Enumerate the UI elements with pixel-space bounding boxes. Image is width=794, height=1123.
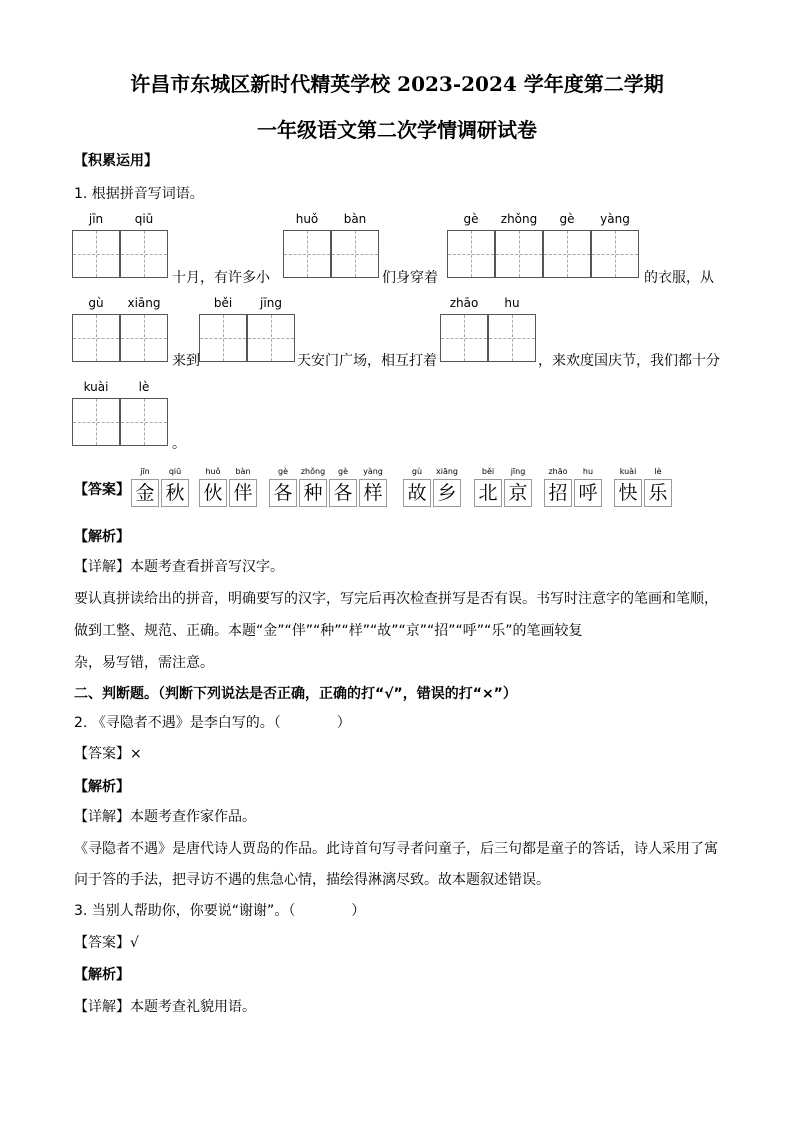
pinyin-label: jīng <box>260 296 282 310</box>
writing-box[interactable] <box>331 230 379 278</box>
answer-char: 京 <box>504 479 532 507</box>
explanation-line: 问于答的手法，把寻访不遇的焦急心情，描绘得淋漓尽致。故本题叙述错误。 <box>74 872 550 888</box>
answer-grid <box>131 467 681 513</box>
answer-char: 伴 <box>229 479 257 507</box>
answer-pinyin: jīng <box>510 467 526 476</box>
writing-box[interactable] <box>120 230 168 278</box>
answer-char: 快 <box>614 479 642 507</box>
answer-char: 各 <box>329 479 357 507</box>
answer-char: 北 <box>474 479 502 507</box>
question-1-stem: 1. 根据拼音写词语。 <box>74 186 204 202</box>
grid-group-gezhonggeyang <box>447 212 643 282</box>
answer-pinyin: yàng <box>363 467 383 476</box>
answer-char: 故 <box>403 479 431 507</box>
pinyin-label: zhāo <box>449 296 479 310</box>
pinyin-label: xiāng <box>127 296 161 310</box>
grid-group-zhaohu <box>440 296 540 366</box>
sentence-text: 们身穿着 <box>382 270 438 286</box>
pinyin-label: běi <box>213 296 233 310</box>
writing-box[interactable] <box>72 398 120 446</box>
answer-pinyin: kuài <box>619 467 637 476</box>
writing-box[interactable] <box>283 230 331 278</box>
question-3-answer: 【答案】√ <box>74 935 139 951</box>
answer-char: 各 <box>269 479 297 507</box>
grid-group-beijing <box>199 296 299 366</box>
answer-char: 伙 <box>199 479 227 507</box>
section-heading-judgement: 二、判断题。（判断下列说法是否正确，正确的打“√”，错误的打“×”） <box>74 686 517 702</box>
answer-pinyin: xiāng <box>435 467 458 476</box>
writing-box[interactable] <box>72 314 120 362</box>
analysis-label: 【解析】 <box>74 529 130 545</box>
writing-box[interactable] <box>488 314 536 362</box>
pinyin-label: bàn <box>343 212 367 226</box>
answer-char: 种 <box>299 479 327 507</box>
grid-group-jinqiu <box>72 212 172 282</box>
detail-text: 【详解】本题考查作家作品。 <box>74 809 256 825</box>
pinyin-label: zhǒng <box>500 212 538 226</box>
answer-char: 乐 <box>644 479 672 507</box>
answer-pinyin: qiū <box>168 467 182 476</box>
detail-text: 【详解】本题考查看拼音写汉字。 <box>74 559 284 575</box>
pinyin-label: kuài <box>83 380 109 394</box>
explanation-line: 做到工整、规范、正确。本题“金”“伴”“种”“样”“故”“京”“招”“呼”“乐”的笔画较复 <box>74 623 583 639</box>
sentence-text: ，来欢度国庆节，我们都十分 <box>538 353 720 369</box>
sentence-text: 。 <box>172 436 186 452</box>
answer-label: 【答案】 <box>74 482 130 498</box>
analysis-label: 【解析】 <box>74 779 130 795</box>
sentence-text: 十月，有许多小 <box>172 270 270 286</box>
answer-char: 呼 <box>574 479 602 507</box>
page-title-line1: 许昌市东城区新时代精英学校 2023-2024 学年度第二学期 <box>130 72 664 96</box>
pinyin-label: hu <box>504 296 520 310</box>
pinyin-label: qiū <box>134 212 154 226</box>
analysis-label: 【解析】 <box>74 967 130 983</box>
answer-pinyin: jīn <box>140 467 150 476</box>
writing-box[interactable] <box>447 230 495 278</box>
section-heading-accumulation: 【积累运用】 <box>74 153 158 169</box>
explanation-line: 要认真拼读给出的拼音，明确要写的汉字，写完后再次检查拼写是否有误。书写时注意字的笔画和笔顺， <box>74 591 718 607</box>
pinyin-label: gè <box>463 212 479 226</box>
answer-pinyin: bàn <box>235 467 251 476</box>
sentence-text: 来到 <box>172 353 200 369</box>
pinyin-label: lè <box>138 380 150 394</box>
writing-box[interactable] <box>495 230 543 278</box>
writing-box[interactable] <box>440 314 488 362</box>
answer-pinyin: zhāo <box>548 467 568 476</box>
writing-box[interactable] <box>543 230 591 278</box>
detail-text: 【详解】本题考查礼貌用语。 <box>74 999 256 1015</box>
answer-pinyin: zhǒng <box>300 467 326 476</box>
answer-pinyin: gè <box>338 467 348 476</box>
grid-group-guxiang <box>72 296 172 366</box>
sentence-text: 天安门广场，相互打着 <box>297 353 437 369</box>
sentence-text: 的衣服，从 <box>644 270 714 286</box>
pinyin-label: gè <box>559 212 575 226</box>
writing-box[interactable] <box>120 398 168 446</box>
question-2-stem: 2. 《寻隐者不遇》是李白写的。（ ） <box>74 715 351 731</box>
writing-box[interactable] <box>591 230 639 278</box>
pinyin-label: gù <box>88 296 104 310</box>
answer-pinyin: huǒ <box>205 467 221 476</box>
explanation-line: 《寻隐者不遇》是唐代诗人贾岛的作品。此诗首句写寻者问童子，后三句都是童子的答话，诗人采用了寓 <box>74 841 718 857</box>
question-3-stem: 3. 当别人帮助你，你要说“谢谢”。（ ） <box>74 903 366 919</box>
grid-group-kuaile <box>72 380 172 450</box>
explanation-line: 杂，易写错，需注意。 <box>74 655 214 671</box>
answer-pinyin: gù <box>411 467 423 476</box>
answer-pinyin: běi <box>481 467 495 476</box>
answer-char: 招 <box>544 479 572 507</box>
answer-pinyin: lè <box>654 467 662 476</box>
answer-char: 乡 <box>433 479 461 507</box>
writing-box[interactable] <box>199 314 247 362</box>
answer-char: 金 <box>131 479 159 507</box>
answer-pinyin: hu <box>582 467 594 476</box>
answer-char: 秋 <box>161 479 189 507</box>
pinyin-label: jīn <box>88 212 104 226</box>
page-title-line2: 一年级语文第二次学情调研试卷 <box>257 118 537 142</box>
question-2-answer: 【答案】× <box>74 746 142 762</box>
writing-box[interactable] <box>247 314 295 362</box>
pinyin-label: huǒ <box>295 212 319 226</box>
grid-group-huoban <box>283 212 383 282</box>
writing-box[interactable] <box>72 230 120 278</box>
answer-pinyin: gè <box>278 467 288 476</box>
answer-char: 样 <box>359 479 387 507</box>
writing-box[interactable] <box>120 314 168 362</box>
pinyin-label: yàng <box>600 212 630 226</box>
